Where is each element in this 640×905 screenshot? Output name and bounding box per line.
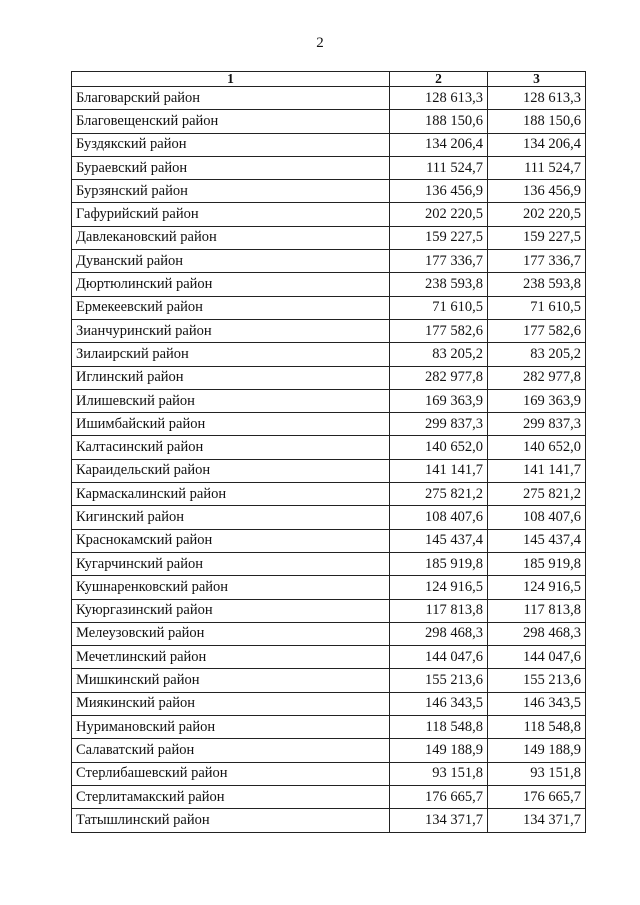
value-col3-cell: 177 336,7 bbox=[488, 250, 586, 273]
value-col2-cell: 108 407,6 bbox=[390, 506, 488, 529]
district-name-cell: Иглинский район bbox=[72, 366, 390, 389]
value-col3-cell: 146 343,5 bbox=[488, 692, 586, 715]
table-row bbox=[72, 156, 586, 179]
district-name-cell: Дюртюлинский район bbox=[72, 273, 390, 296]
district-name-cell: Мелеузовский район bbox=[72, 622, 390, 645]
district-name-cell: Калтасинский район bbox=[72, 436, 390, 459]
table-header-row bbox=[72, 72, 586, 87]
table-row bbox=[72, 599, 586, 622]
table-row bbox=[72, 296, 586, 319]
value-col3-cell: 185 919,8 bbox=[488, 552, 586, 575]
district-name-cell: Мечетлинский район bbox=[72, 646, 390, 669]
table-row bbox=[72, 669, 586, 692]
value-col2-cell: 149 188,9 bbox=[390, 739, 488, 762]
table-row bbox=[72, 180, 586, 203]
district-table bbox=[71, 71, 586, 833]
table-row bbox=[72, 622, 586, 645]
value-col3-cell: 275 821,2 bbox=[488, 483, 586, 506]
value-col2-cell: 282 977,8 bbox=[390, 366, 488, 389]
district-name-cell: Миякинский район bbox=[72, 692, 390, 715]
district-name-cell: Кармаскалинский район bbox=[72, 483, 390, 506]
page-number: 2 bbox=[316, 35, 324, 51]
table-row bbox=[72, 739, 586, 762]
table-row bbox=[72, 762, 586, 785]
value-col2-cell: 136 456,9 bbox=[390, 180, 488, 203]
value-col3-cell: 298 468,3 bbox=[488, 622, 586, 645]
district-name-cell: Салаватский район bbox=[72, 739, 390, 762]
column-header-3: 3 bbox=[488, 72, 586, 87]
value-col3-cell: 134 371,7 bbox=[488, 809, 586, 832]
district-name-cell: Куюргазинский район bbox=[72, 599, 390, 622]
table-row bbox=[72, 809, 586, 832]
value-col2-cell: 202 220,5 bbox=[390, 203, 488, 226]
value-col3-cell: 111 524,7 bbox=[488, 156, 586, 179]
table-row bbox=[72, 459, 586, 482]
district-name-cell: Стерлитамакский район bbox=[72, 785, 390, 808]
district-table-container bbox=[71, 71, 586, 833]
value-col3-cell: 177 582,6 bbox=[488, 319, 586, 342]
district-name-cell: Ишимбайский район bbox=[72, 413, 390, 436]
table-row bbox=[72, 226, 586, 249]
value-col3-cell: 145 437,4 bbox=[488, 529, 586, 552]
table-row bbox=[72, 483, 586, 506]
district-name-cell: Илишевский район bbox=[72, 389, 390, 412]
district-name-cell: Благоварский район bbox=[72, 87, 390, 110]
table-row bbox=[72, 273, 586, 296]
district-name-cell: Зианчуринский район bbox=[72, 319, 390, 342]
table-row bbox=[72, 576, 586, 599]
table-row bbox=[72, 203, 586, 226]
value-col2-cell: 93 151,8 bbox=[390, 762, 488, 785]
value-col2-cell: 185 919,8 bbox=[390, 552, 488, 575]
value-col3-cell: 176 665,7 bbox=[488, 785, 586, 808]
value-col2-cell: 83 205,2 bbox=[390, 343, 488, 366]
table-row bbox=[72, 366, 586, 389]
table-row bbox=[72, 529, 586, 552]
table-row bbox=[72, 389, 586, 412]
value-col3-cell: 134 206,4 bbox=[488, 133, 586, 156]
value-col2-cell: 177 336,7 bbox=[390, 250, 488, 273]
value-col2-cell: 298 468,3 bbox=[390, 622, 488, 645]
table-row bbox=[72, 506, 586, 529]
value-col2-cell: 146 343,5 bbox=[390, 692, 488, 715]
district-name-cell: Давлекановский район bbox=[72, 226, 390, 249]
column-header-1: 1 bbox=[72, 72, 390, 87]
table-row bbox=[72, 785, 586, 808]
district-name-cell: Стерлибашевский район bbox=[72, 762, 390, 785]
table-row bbox=[72, 413, 586, 436]
district-name-cell: Мишкинский район bbox=[72, 669, 390, 692]
value-col2-cell: 128 613,3 bbox=[390, 87, 488, 110]
value-col2-cell: 145 437,4 bbox=[390, 529, 488, 552]
district-name-cell: Бурзянский район bbox=[72, 180, 390, 203]
value-col3-cell: 93 151,8 bbox=[488, 762, 586, 785]
table-row bbox=[72, 646, 586, 669]
table-row bbox=[72, 110, 586, 133]
value-col2-cell: 118 548,8 bbox=[390, 716, 488, 739]
value-col3-cell: 159 227,5 bbox=[488, 226, 586, 249]
value-col3-cell: 117 813,8 bbox=[488, 599, 586, 622]
value-col2-cell: 111 524,7 bbox=[390, 156, 488, 179]
value-col2-cell: 117 813,8 bbox=[390, 599, 488, 622]
value-col3-cell: 83 205,2 bbox=[488, 343, 586, 366]
value-col2-cell: 169 363,9 bbox=[390, 389, 488, 412]
district-name-cell: Кигинский район bbox=[72, 506, 390, 529]
value-col3-cell: 282 977,8 bbox=[488, 366, 586, 389]
value-col3-cell: 128 613,3 bbox=[488, 87, 586, 110]
value-col3-cell: 149 188,9 bbox=[488, 739, 586, 762]
district-name-cell: Благовещенский район bbox=[72, 110, 390, 133]
district-name-cell: Краснокамский район bbox=[72, 529, 390, 552]
table-row bbox=[72, 133, 586, 156]
district-name-cell: Караидельский район bbox=[72, 459, 390, 482]
value-col2-cell: 188 150,6 bbox=[390, 110, 488, 133]
value-col2-cell: 134 371,7 bbox=[390, 809, 488, 832]
district-name-cell: Кугарчинский район bbox=[72, 552, 390, 575]
value-col2-cell: 140 652,0 bbox=[390, 436, 488, 459]
value-col3-cell: 188 150,6 bbox=[488, 110, 586, 133]
table-row bbox=[72, 692, 586, 715]
table-row bbox=[72, 250, 586, 273]
district-name-cell: Зилаирский район bbox=[72, 343, 390, 366]
district-name-cell: Гафурийский район bbox=[72, 203, 390, 226]
value-col2-cell: 159 227,5 bbox=[390, 226, 488, 249]
value-col2-cell: 124 916,5 bbox=[390, 576, 488, 599]
value-col3-cell: 71 610,5 bbox=[488, 296, 586, 319]
table-row bbox=[72, 716, 586, 739]
value-col2-cell: 176 665,7 bbox=[390, 785, 488, 808]
table-row bbox=[72, 319, 586, 342]
district-name-cell: Бураевский район bbox=[72, 156, 390, 179]
value-col3-cell: 144 047,6 bbox=[488, 646, 586, 669]
value-col3-cell: 118 548,8 bbox=[488, 716, 586, 739]
table-body bbox=[72, 87, 586, 833]
value-col3-cell: 238 593,8 bbox=[488, 273, 586, 296]
value-col3-cell: 299 837,3 bbox=[488, 413, 586, 436]
table-row bbox=[72, 343, 586, 366]
district-name-cell: Ермекеевский район bbox=[72, 296, 390, 319]
district-name-cell: Нуримановский район bbox=[72, 716, 390, 739]
value-col3-cell: 155 213,6 bbox=[488, 669, 586, 692]
district-name-cell: Дуванский район bbox=[72, 250, 390, 273]
value-col3-cell: 108 407,6 bbox=[488, 506, 586, 529]
value-col2-cell: 177 582,6 bbox=[390, 319, 488, 342]
value-col2-cell: 155 213,6 bbox=[390, 669, 488, 692]
value-col3-cell: 169 363,9 bbox=[488, 389, 586, 412]
value-col2-cell: 141 141,7 bbox=[390, 459, 488, 482]
table-row bbox=[72, 552, 586, 575]
district-name-cell: Кушнаренковский район bbox=[72, 576, 390, 599]
district-name-cell: Татышлинский район bbox=[72, 809, 390, 832]
district-name-cell: Буздякский район bbox=[72, 133, 390, 156]
table-row bbox=[72, 87, 586, 110]
value-col3-cell: 141 141,7 bbox=[488, 459, 586, 482]
table-row bbox=[72, 436, 586, 459]
value-col2-cell: 238 593,8 bbox=[390, 273, 488, 296]
value-col2-cell: 275 821,2 bbox=[390, 483, 488, 506]
value-col2-cell: 299 837,3 bbox=[390, 413, 488, 436]
value-col3-cell: 202 220,5 bbox=[488, 203, 586, 226]
column-header-2: 2 bbox=[390, 72, 488, 87]
value-col3-cell: 124 916,5 bbox=[488, 576, 586, 599]
value-col2-cell: 144 047,6 bbox=[390, 646, 488, 669]
value-col3-cell: 140 652,0 bbox=[488, 436, 586, 459]
value-col2-cell: 134 206,4 bbox=[390, 133, 488, 156]
value-col3-cell: 136 456,9 bbox=[488, 180, 586, 203]
value-col2-cell: 71 610,5 bbox=[390, 296, 488, 319]
